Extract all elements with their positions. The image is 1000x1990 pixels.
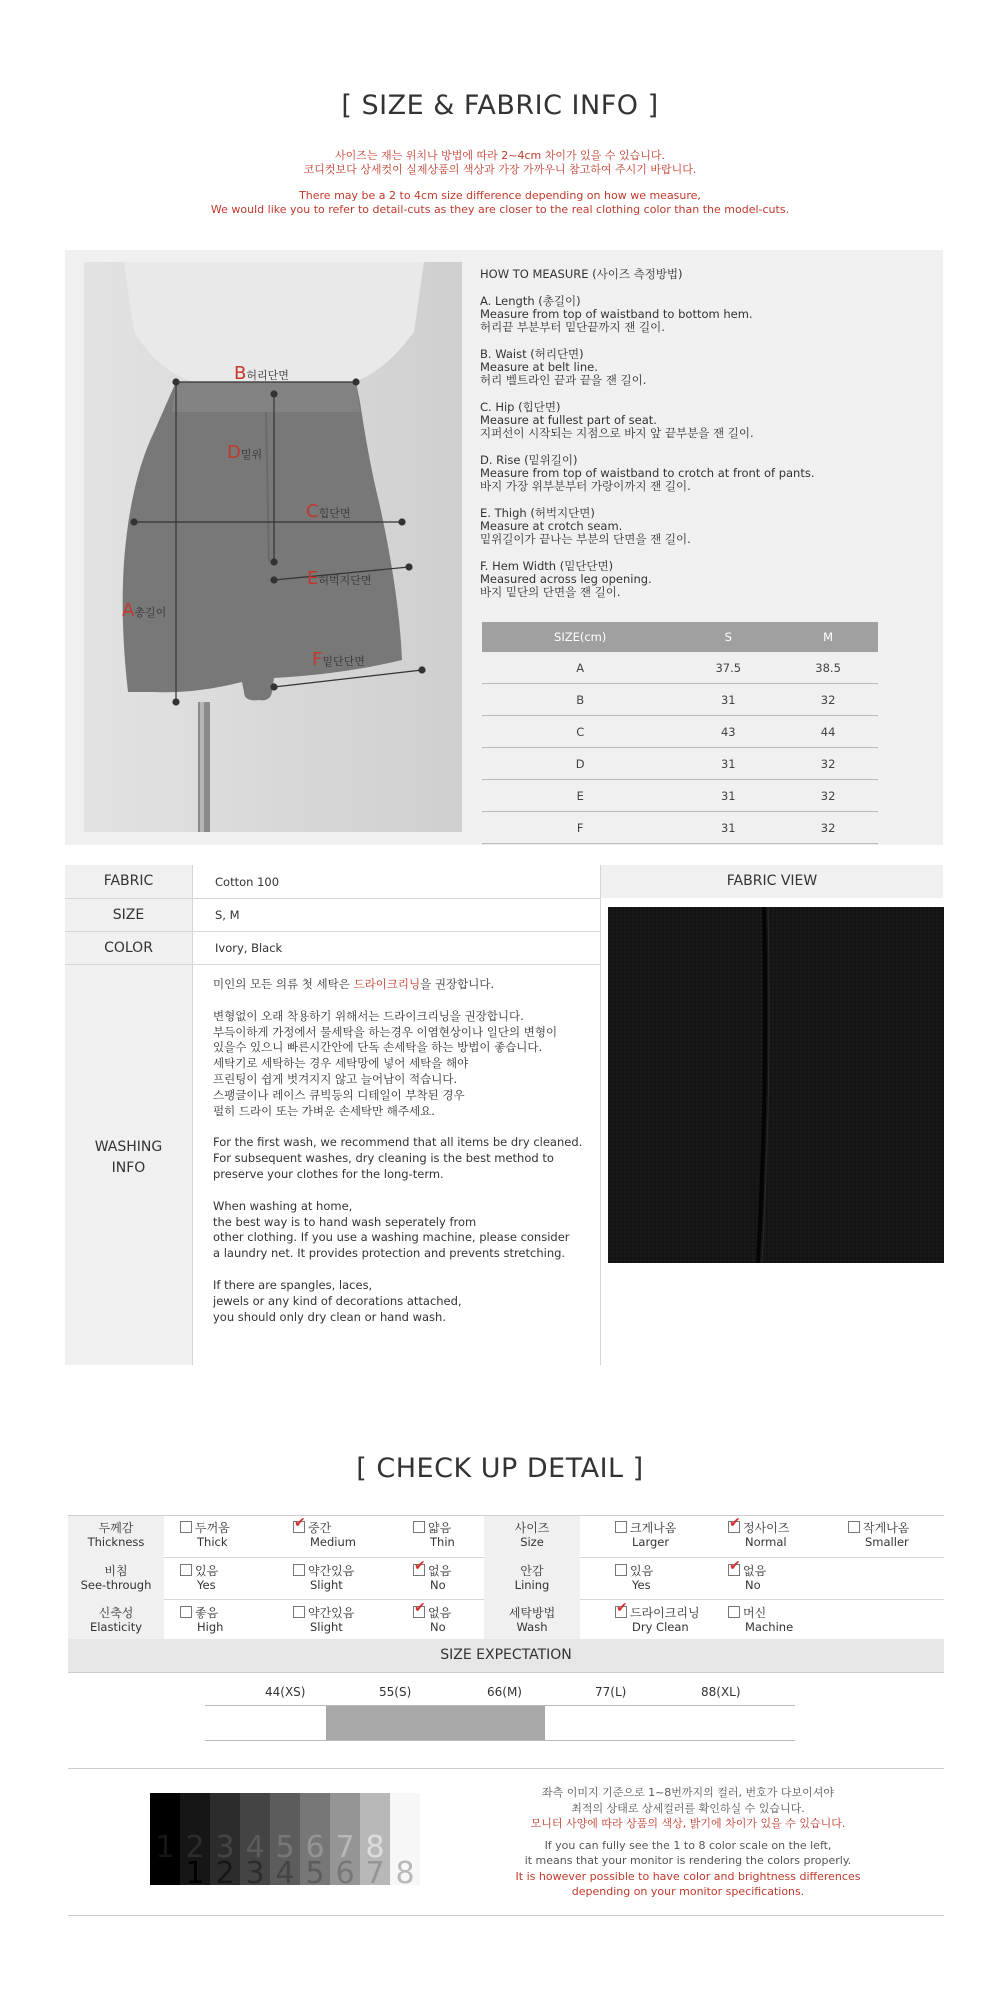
table-row: C 43 44 [482, 716, 878, 748]
checkbox-icon[interactable] [848, 1521, 860, 1533]
option-normal[interactable]: ✔정사이즈 Normal [728, 1521, 789, 1549]
color-scale-number-lower: 1 [185, 1856, 205, 1885]
checked-checkbox-icon[interactable] [728, 1521, 740, 1533]
label-length: A총길이 [122, 600, 167, 621]
color-scale-number-lower: 3 [245, 1856, 265, 1885]
washing-instructions [213, 977, 598, 1341]
size-value: S, M [215, 908, 240, 922]
color-scale-number-lower: 8 [395, 1856, 415, 1885]
how-to-measure-title: HOW TO MEASURE (사이즈 측정방법) [480, 267, 683, 281]
size-expectation-scale [205, 1685, 795, 1745]
washing-first-line: 미인의 모든 의류 첫 세탁은 드라이크리닝을 권장합니다. [213, 977, 495, 991]
size-expectation-title: SIZE EXPECTATION [68, 1639, 944, 1672]
washing-english-block-3: If there are spangles, laces, jewels or any kind of decorations attached, you should only dry clean or hand wash. [213, 1277, 462, 1324]
size-mark-l: 77(L) [595, 1685, 627, 1699]
option-lining-no[interactable]: ✔없음 No [728, 1564, 766, 1592]
category-wash: 세탁방법 Wash [508, 1606, 556, 1634]
fabric-info-table [65, 865, 943, 1365]
table-row: D 31 32 [482, 748, 878, 780]
fabric-view-label: FABRIC VIEW [601, 865, 943, 898]
option-medium[interactable]: ✔중간 Medium [293, 1521, 356, 1549]
product-diagram [84, 262, 462, 832]
how-to-measure [480, 268, 920, 613]
fabric-label: FABRIC [65, 865, 192, 898]
category-see-through: 비침 See-through [80, 1564, 152, 1592]
option-see-through-no[interactable]: ✔없음 No [413, 1564, 451, 1592]
label-hip: C힙단면 [306, 501, 351, 522]
washing-english-block-2: When washing at home, the best way is to hand wash seperately from other clothing. If you use a washing machine, please consider a laundry net. It provides protection and prevents stretching. [213, 1198, 570, 1261]
size-notice-korean: 사이즈는 재는 위치나 방법에 따라 2~4cm 차이가 있을 수 있습니다. 코디컷보다 상세컷이 실제상품의 색상과 가장 가까우니 참고하여 주시기 바랍니다. [303, 149, 697, 176]
checkbox-icon[interactable] [615, 1564, 627, 1576]
color-scale-number-upper: 8 [365, 1830, 385, 1865]
category-lining: 안감 Lining [514, 1564, 550, 1592]
label-rise: D밑위 [227, 442, 263, 463]
color-scale-chart [150, 1793, 422, 1885]
option-thin[interactable]: 얇음 Thin [413, 1521, 455, 1549]
option-elasticity-slight[interactable]: 약간있음 Slight [293, 1606, 354, 1634]
color-value: Ivory, Black [215, 941, 283, 955]
color-scale-number-lower: 7 [365, 1856, 385, 1885]
option-see-through-slight[interactable]: 약간있음 Slight [293, 1564, 354, 1592]
measure-item-a: A. Length (총길이) Measure from top of waistband to bottom hem. 허리끝 부분부터 밑단끝까지 잰 길이. [480, 294, 753, 334]
option-see-through-yes[interactable]: 있음 Yes [180, 1564, 218, 1592]
washing-english-block-1: For the first wash, we recommend that all items be dry cleaned. For subsequent washes, dry cleaning is the best method to preserve your clothes for the long-term. [213, 1135, 583, 1181]
check-table [68, 1515, 944, 1640]
checkbox-icon[interactable] [728, 1606, 740, 1618]
size-table-header: SIZE(cm) S M [482, 622, 878, 652]
checkbox-icon[interactable] [180, 1606, 192, 1618]
color-scale-number-upper: 4 [245, 1830, 265, 1865]
check-detail-title: [ CHECK UP DETAIL ] [356, 1453, 644, 1484]
color-scale-image [150, 1793, 422, 1885]
size-expectation-bar [326, 1706, 545, 1740]
table-row: B 31 32 [482, 684, 878, 716]
checkbox-icon[interactable] [180, 1521, 192, 1533]
size-mark-m: 66(M) [487, 1685, 522, 1699]
color-scale-number-upper: 2 [185, 1830, 205, 1865]
checked-checkbox-icon[interactable] [615, 1606, 627, 1618]
checkbox-icon[interactable] [413, 1521, 425, 1533]
checkbox-icon[interactable] [293, 1564, 305, 1576]
color-scale-number-lower: 6 [335, 1856, 355, 1885]
checkbox-icon[interactable] [293, 1606, 305, 1618]
table-row: E 31 32 [482, 780, 878, 812]
checked-checkbox-icon[interactable] [728, 1564, 740, 1576]
measure-item-e: E. Thigh (허벅지단면) Measure at crotch seam. 밑위길이가 끝나는 부분의 단면을 잰 길이. [480, 506, 691, 546]
color-scale-number-lower: 5 [305, 1856, 325, 1885]
page-title: [ SIZE & FABRIC INFO ] [341, 90, 659, 121]
option-lining-yes[interactable]: 있음 Yes [615, 1564, 653, 1592]
color-scale-number-lower: 4 [275, 1856, 295, 1885]
option-dry-clean[interactable]: ✔드라이크리닝 Dry Clean [615, 1606, 700, 1634]
checked-checkbox-icon[interactable] [293, 1521, 305, 1533]
option-larger[interactable]: 크게나옴 Larger [615, 1521, 676, 1549]
color-scale-number-upper: 7 [335, 1830, 355, 1865]
label-waist: B허리단면 [234, 363, 289, 384]
checkbox-icon[interactable] [615, 1521, 627, 1533]
color-scale-number-upper: 5 [275, 1830, 295, 1865]
checked-checkbox-icon[interactable] [413, 1606, 425, 1618]
washing-info-label: WASHING INFO [65, 965, 192, 1365]
measure-item-f: F. Hem Width (밑단단면) Measured across leg opening. 바지 밑단의 단면을 잰 길이. [480, 559, 652, 599]
monitor-notice: 좌측 이미지 기준으로 1~8번까지의 컬러, 번호가 다보이셔야 최적의 상태로 상세컬러를 확인하실 수 있습니다. 모니터 사양에 따라 상품의 색상, 밝기에 차이가 있을 수 있습니다. If you can fully see the 1 to 8 color scale on the left, it means that your monitor is rendering the colors properly. It is however possible to have color and brightness differences depending on your monitor specifications. [515, 1786, 861, 1898]
fabric-texture-image [608, 907, 944, 1263]
washing-korean-block: 변형없이 오래 착용하기 위해서는 드라이크리닝을 권장합니다. 부득이하게 가정에서 물세탁을 하는경우 이염현상이나 일단의 변형이 있을수 있으니 빠른시간안에 단독 손세탁을 하는 방법이 좋습니다. 세탁기로 세탁하는 경우 세탁망에 넣어 세탁을 해야 프린팅이 쉽게 벗겨지지 않고 늘어남이 적습니다. 스팽글이나 레이스 큐빅등의 디테일이 부착된 경우 펄히 드라이 또는 가벼운 손세탁만 해주세요. [213, 1008, 558, 1118]
size-table [482, 622, 878, 844]
label-thigh: E허벅지단면 [307, 568, 372, 589]
size-mark-s: 55(S) [379, 1685, 412, 1699]
table-row: A 37.5 38.5 [482, 652, 878, 684]
size-mark-xs: 44(XS) [265, 1685, 306, 1699]
measure-item-c: C. Hip (힙단면) Measure at fullest part of seat. 지퍼선이 시작되는 지점으로 바지 앞 끝부분을 잰 길이. [480, 400, 754, 440]
color-label: COLOR [65, 932, 192, 964]
size-mark-xl: 88(XL) [701, 1685, 741, 1699]
option-smaller[interactable]: 작게나옴 Smaller [848, 1521, 909, 1549]
fabric-value: Cotton 100 [215, 875, 280, 889]
option-machine[interactable]: 머신 Machine [728, 1606, 793, 1634]
label-hem: F밑단단면 [312, 649, 365, 670]
checked-checkbox-icon[interactable] [413, 1564, 425, 1576]
size-label: SIZE [65, 899, 192, 931]
measure-item-d: D. Rise (밑위길이) Measure from top of waistband to crotch at front of pants. 바지 가장 위부분부터 가랑이까지 잰 길이. [480, 453, 815, 493]
fabric-swatch-image [608, 907, 944, 1263]
option-elasticity-high[interactable]: 좋음 High [180, 1606, 223, 1634]
measure-item-b: B. Waist (허리단면) Measure at belt line. 허리 벨트라인 끝과 끝을 잰 길이. [480, 347, 647, 387]
size-notice-english: There may be a 2 to 4cm size difference depending on how we measure, We would like you to refer to detail-cuts as they are closer to the real clothing color than the model-cuts. [210, 189, 790, 216]
table-row: F 31 32 [482, 812, 878, 844]
option-elasticity-no[interactable]: ✔없음 No [413, 1606, 451, 1634]
category-thickness: 두께감 Thickness [87, 1521, 145, 1549]
category-elasticity: 신축성 Elasticity [89, 1606, 143, 1634]
category-size: 사이즈 Size [514, 1521, 550, 1549]
option-thick[interactable]: 두꺼움 Thick [180, 1521, 230, 1549]
color-scale-number-upper: 3 [215, 1830, 235, 1865]
checkbox-icon[interactable] [180, 1564, 192, 1576]
measurement-lines [84, 262, 462, 832]
color-scale-number-upper: 6 [305, 1830, 325, 1865]
color-scale-number-lower: 2 [215, 1856, 235, 1885]
color-scale-number-upper: 1 [155, 1830, 175, 1865]
